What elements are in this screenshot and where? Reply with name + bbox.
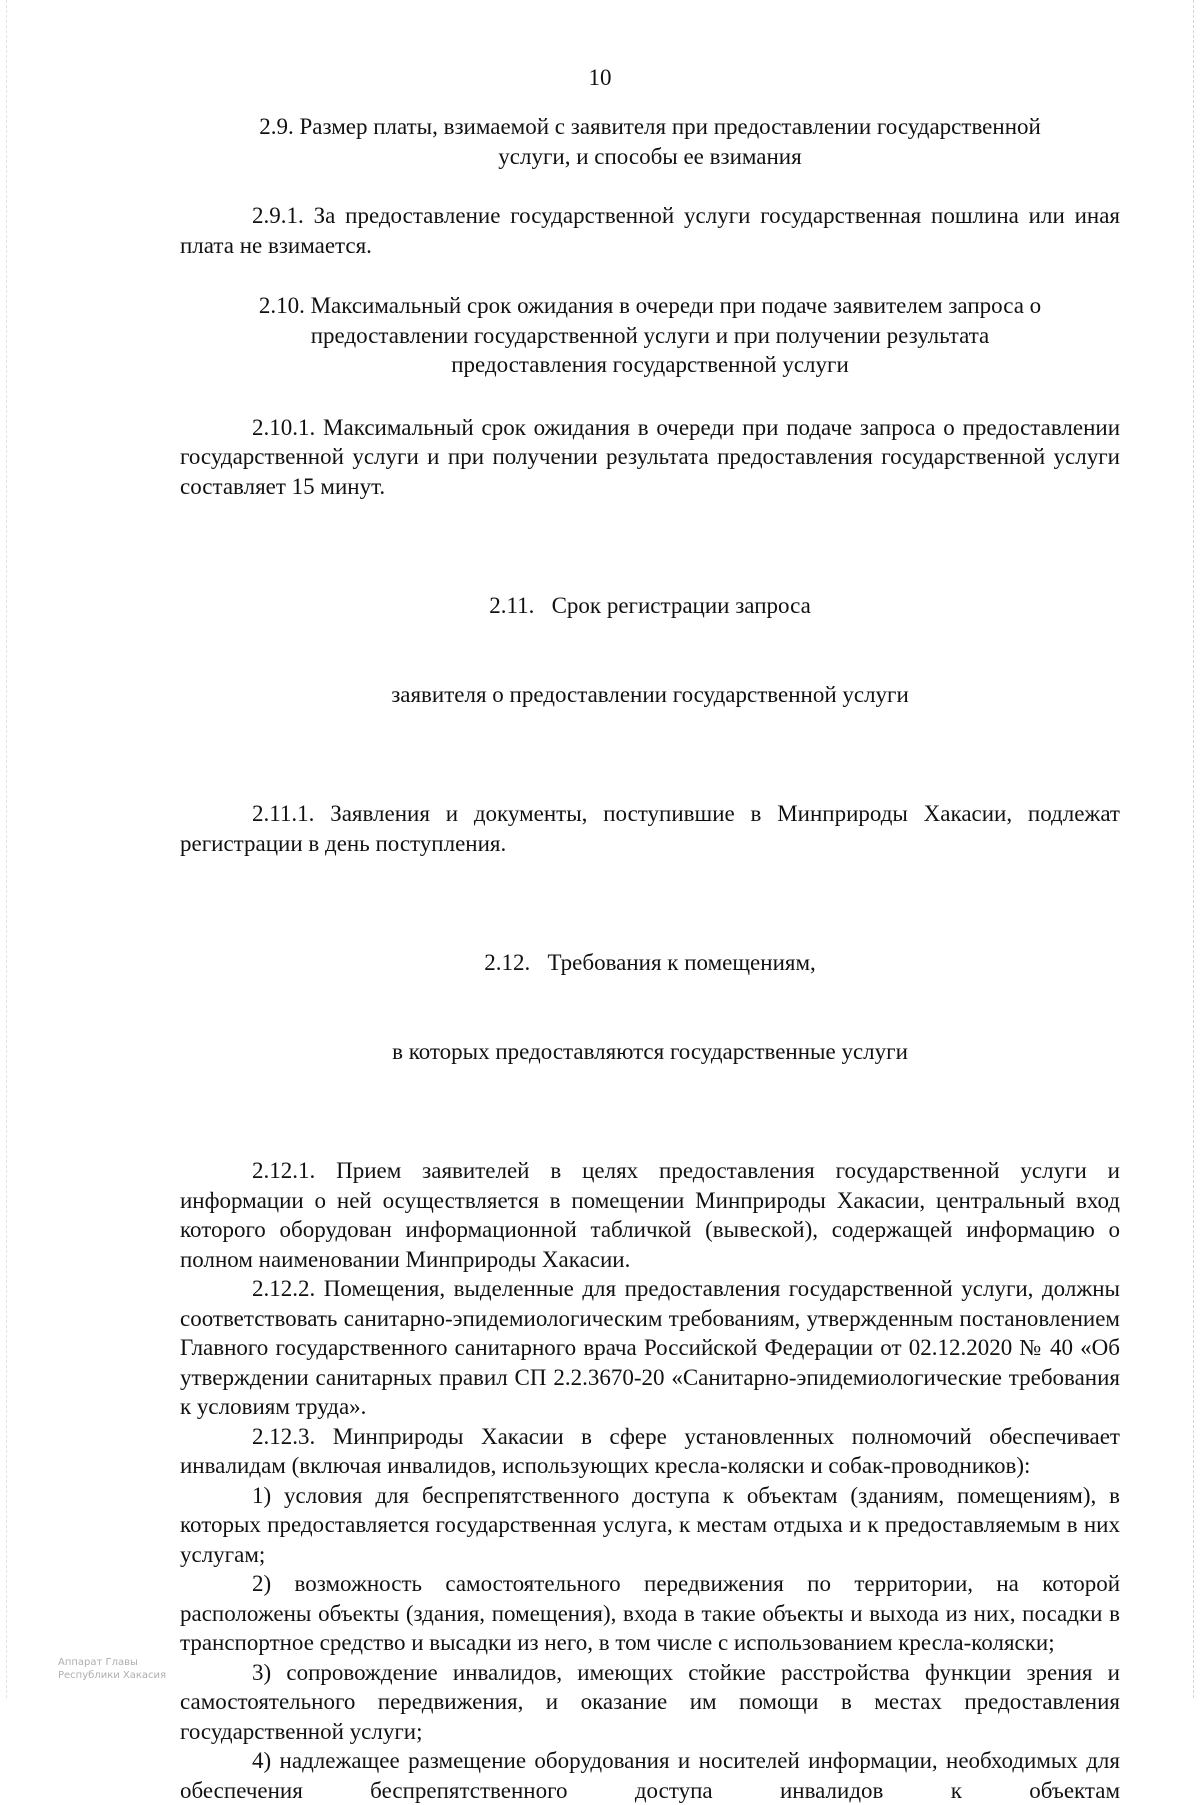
scan-edge-left (6, 0, 8, 1698)
paragraph-2-11-1: 2.11.1. Заявления и документы, поступившие в Минприроды Хакасии, подлежат регистрации в день поступления. (180, 801, 1120, 856)
section-heading-2-11: 2.11. Срок регистрации запроса заявителя о предоставлении государственной услуги (391, 593, 909, 707)
page-number: 10 (588, 65, 612, 90)
paragraph-2-12-3: 2.12.3. Минприроды Хакасии в сфере установленных полномочий обеспечивает инвалидам (включая инвалидов, использующих кресла-коляски и собак-проводников): (180, 1423, 1120, 1478)
list-item-4: 4) надлежащее размещение оборудования и носителей информации, необходимых для обеспечения беспрепятственного доступа инвалидов к объектам (180, 1748, 1120, 1803)
section-heading-2-10: 2.10. Максимальный срок ожидания в очереди при подаче заявителем запроса о предоставлении государственной услуги и при получении результата предоставления государственной услуги (258, 293, 1042, 377)
section-heading-2-12: 2.12. Требования к помещениям, в которых предоставляются государственные услуги (392, 950, 908, 1064)
scan-edge-right (1192, 0, 1194, 1698)
list-item-3: 3) сопровождение инвалидов, имеющих стойкие расстройства функции зрения и самостоятельного передвижения, и оказание им помощи в местах предоставления государственной услуги; (180, 1659, 1120, 1744)
paragraph-2-12-1: 2.12.1. Прием заявителей в целях предоставления государственной услуги и информации о ней осуществляется в помещении Минприроды Хакасии, центральный вход которого оборудован информационной табличкой (вывеской), содержащей информацию о полном наименовании Минприроды Хакасии. (180, 1158, 1120, 1272)
paragraph-2-10-1: 2.10.1. Максимальный срок ожидания в очереди при подаче запроса о предоставлении государственной услуги и при получении результата предоставления государственной услуги составляет 15 минут. (180, 414, 1120, 499)
list-item-1: 1) условия для беспрепятственного доступа к объектам (зданиям, помещениям), в которых предоставляется государственная услуга, к местам отдыха и к предоставляемым в них услугам; (180, 1482, 1120, 1567)
section-heading-2-9: 2.9. Размер платы, взимаемой с заявителя при предоставлении государственной услуги, и способы ее взимания (259, 114, 1041, 169)
document-body (180, 112, 1120, 1805)
paragraph-2-12-2: 2.12.2. Помещения, выделенные для предоставления государственной услуги, должны соответствовать санитарно-эпидемиологическим требованиям, утвержденным постановлением Главного государственного санитарного врача Российской Федерации от 02.12.2020 № 40 «Об утверждении санитарных правил СП 2.2.3670-20 «Санитарно-эпидемиологические требования к условиям труда». (180, 1276, 1120, 1419)
list-item-2: 2) возможность самостоятельного передвижения по территории, на которой расположены объекты (здания, помещения), входа в такие объекты и выхода из них, посадки в транспортное средство и высадки из него, в том числе с использованием кресла-коляски; (180, 1571, 1120, 1655)
paragraph-2-9-1: 2.9.1. За предоставление государственной услуги государственная пошлина или иная плата не взимается. (180, 203, 1120, 258)
footer-stamp: Аппарат Главы Республики Хакасия (58, 1657, 167, 1681)
